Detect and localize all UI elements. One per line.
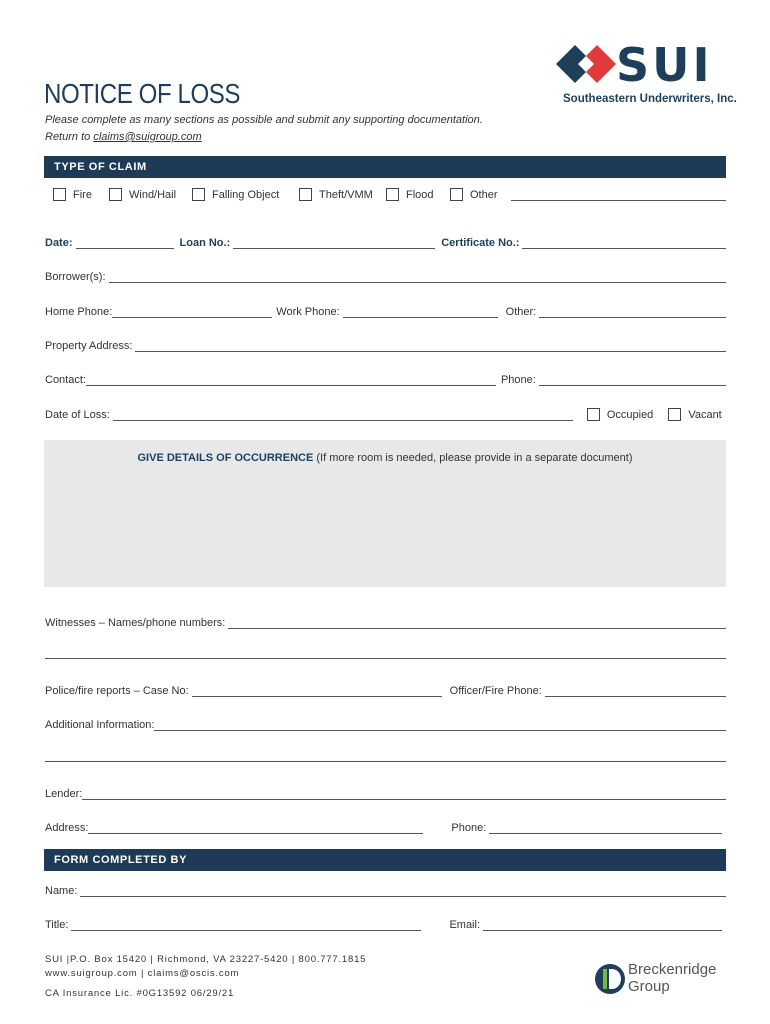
claim-option-fire[interactable]: Fire (53, 188, 92, 201)
certificate-no-label: Certificate No.: (441, 237, 520, 249)
home-phone-field[interactable] (112, 305, 272, 318)
footer-license: CA Insurance Lic. #0G13592 06/29/21 (45, 988, 235, 999)
additional-info-field[interactable] (154, 718, 726, 731)
contact-field[interactable] (86, 373, 496, 386)
sui-diamond-icon (556, 42, 616, 88)
footer-web-email: www.suigroup.com | claims@oscis.com (45, 968, 240, 979)
lender-field[interactable] (82, 787, 726, 800)
title-field[interactable] (71, 918, 421, 931)
police-reports-label: Police/fire reports – Case No: (45, 685, 189, 697)
breckenridge-mark-icon (594, 960, 626, 998)
lender-address-row (45, 818, 726, 834)
claim-option-theft-vmm[interactable]: Theft/VMM (299, 188, 373, 201)
property-address-label: Property Address: (45, 340, 133, 352)
witnesses-label: Witnesses – Names/phone numbers: (45, 617, 226, 629)
other-phone-field[interactable] (539, 305, 726, 318)
property-address-row (45, 336, 726, 352)
email-field[interactable] (483, 918, 722, 931)
checkbox[interactable] (53, 188, 66, 201)
name-field[interactable] (80, 884, 726, 897)
phone-field[interactable] (489, 821, 722, 834)
additional-info-label: Additional Information: (45, 719, 155, 731)
claim-option-other[interactable]: Other (450, 188, 498, 201)
borrowers-row (45, 267, 726, 283)
name-label: Name: (45, 885, 78, 897)
checkbox[interactable] (192, 188, 205, 201)
logo-subtitle: Southeastern Underwriters, Inc. (563, 93, 737, 105)
sui-logo (556, 38, 737, 110)
claim-option-flood[interactable]: Flood (386, 188, 434, 201)
police-reports-row (45, 681, 726, 697)
additional-info-field-line2[interactable] (45, 761, 726, 762)
date-loan-row (45, 233, 726, 249)
contact-row (45, 370, 726, 386)
footer-address: SUI |P.O. Box 15420 | Richmond, VA 23227-5420 | 800.777.1815 (45, 954, 367, 965)
phone-label: Phone: (451, 822, 487, 834)
home-phone-label: Home Phone: (45, 306, 113, 318)
other-phone-label: Other: (505, 306, 537, 318)
lender-label: Lender: (45, 788, 83, 800)
type-of-claim-header: TYPE OF CLAIM (44, 156, 726, 178)
certificate-no-field[interactable] (522, 236, 726, 249)
contact-label: Contact: (45, 374, 86, 386)
checkbox[interactable] (299, 188, 312, 201)
occurrence-details-box[interactable] (44, 440, 726, 587)
return-label: Return to (45, 131, 94, 143)
date-of-loss-label: Date of Loss: (45, 409, 110, 421)
work-phone-field[interactable] (343, 305, 498, 318)
intro-return (45, 131, 202, 143)
borrowers-field[interactable] (109, 270, 726, 283)
loan-no-field[interactable] (233, 236, 435, 249)
breckenridge-group: Group (628, 978, 670, 995)
other-claim-type-field[interactable] (511, 200, 726, 201)
loan-no-label: Loan No.: (179, 237, 231, 249)
checkbox[interactable] (587, 408, 600, 421)
intro-text: Please complete as many sections as possible and submit any supporting documentation. (45, 114, 483, 126)
witnesses-field-line2[interactable] (45, 658, 726, 659)
work-phone-label: Work Phone: (276, 306, 340, 318)
form-completed-by-header: FORM COMPLETED BY (44, 849, 726, 871)
page-title: NOTICE OF LOSS (44, 78, 241, 109)
claim-option-falling-object[interactable]: Falling Object (192, 188, 279, 201)
checkbox[interactable] (386, 188, 399, 201)
address-field[interactable] (88, 821, 423, 834)
logo-wordmark: SUI (616, 38, 713, 92)
lender-row (45, 784, 726, 800)
witnesses-field[interactable] (228, 616, 726, 629)
witnesses-row (45, 613, 726, 629)
name-row (45, 881, 726, 897)
title-email-row (45, 915, 726, 931)
borrowers-label: Borrower(s): (45, 271, 106, 283)
case-no-field[interactable] (192, 684, 442, 697)
breckenridge-name: Breckenridge (628, 961, 717, 978)
date-of-loss-field[interactable] (113, 408, 573, 421)
contact-phone-label: Phone: (500, 374, 536, 386)
claims-email-link[interactable]: claims@suigroup.com (93, 131, 202, 143)
date-of-loss-row (45, 405, 726, 421)
checkbox[interactable] (109, 188, 122, 201)
checkbox[interactable] (450, 188, 463, 201)
phones-row (45, 302, 726, 318)
occurrence-details-heading: GIVE DETAILS OF OCCURRENCE (If more room is needed, please provide in a separate document) (137, 452, 633, 464)
address-label: Address: (45, 822, 89, 834)
claim-option-wind-hail[interactable]: Wind/Hail (109, 188, 176, 201)
date-label: Date: (45, 237, 73, 249)
officer-phone-label: Officer/Fire Phone: (449, 685, 542, 697)
occupied-option[interactable]: Occupied (587, 408, 653, 421)
title-label: Title: (45, 919, 69, 931)
additional-info-row (45, 715, 726, 731)
date-field[interactable] (76, 236, 174, 249)
vacant-option[interactable]: Vacant (668, 408, 721, 421)
checkbox[interactable] (668, 408, 681, 421)
property-address-field[interactable] (135, 339, 726, 352)
email-label: Email: (449, 919, 480, 931)
officer-phone-field[interactable] (545, 684, 726, 697)
claim-type-options (53, 188, 726, 204)
contact-phone-field[interactable] (539, 373, 726, 386)
breckenridge-logo (594, 958, 724, 1000)
